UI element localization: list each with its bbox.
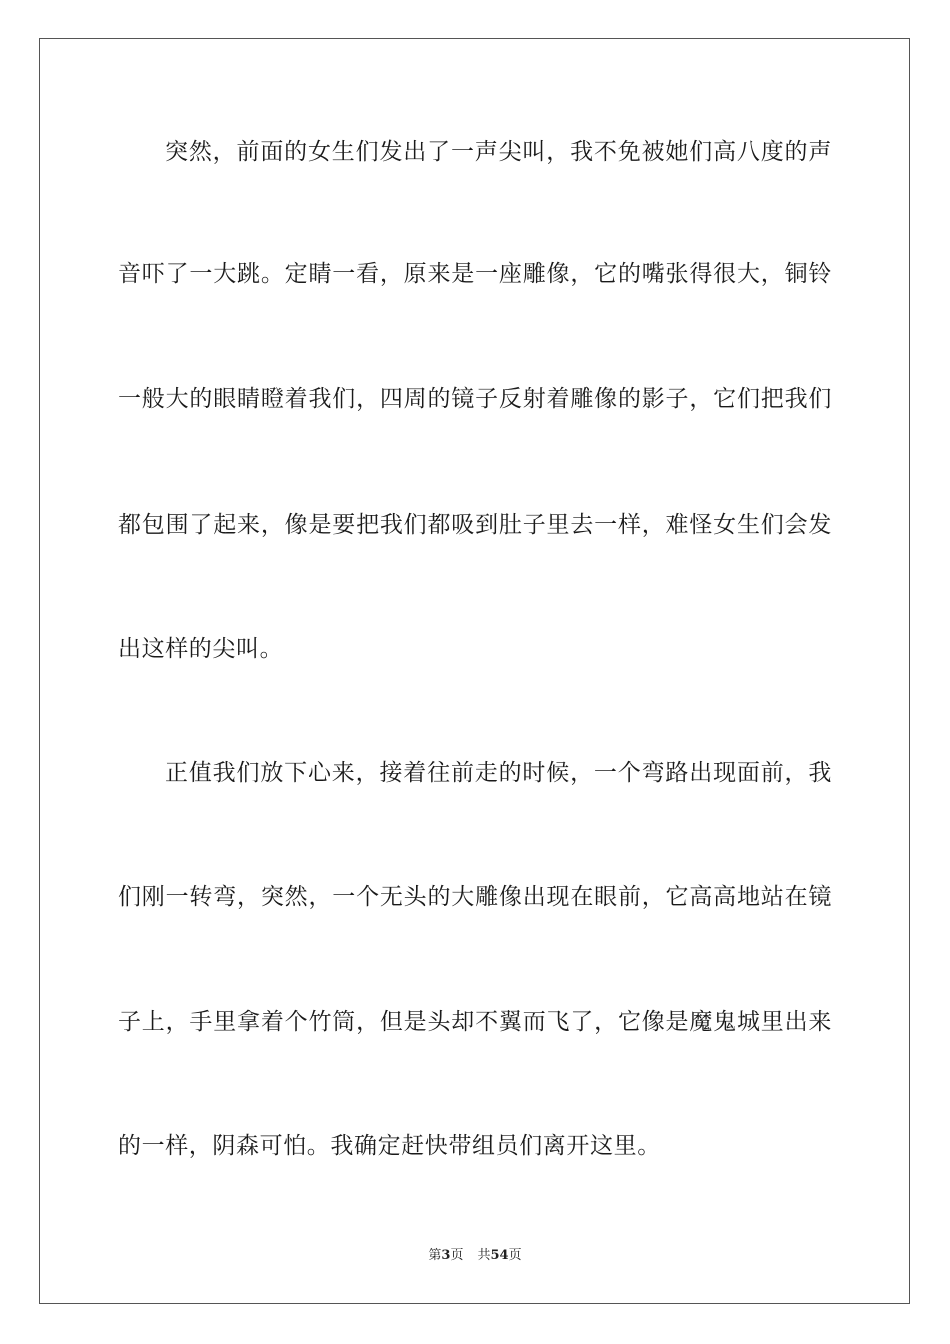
text-line: 子上，手里拿着个竹筒，但是头却不翼而飞了，它像是魔鬼城里出来: [118, 1009, 832, 1035]
page-footer: [0, 1247, 950, 1265]
text-line: 的一样，阴森可怕。我确定赶快带组员们离开这里。: [118, 1133, 661, 1159]
text-line: 音吓了一大跳。定睛一看，原来是一座雕像，它的嘴张得很大，铜铃: [118, 261, 832, 287]
page-border: [39, 38, 910, 1304]
text-line: 出这样的尖叫。: [118, 636, 284, 662]
text-line: 正值我们放下心来，接着往前走的时候，一个弯路出现面前，我: [165, 760, 832, 786]
text-line: 突然，前面的女生们发出了一声尖叫，我不免被她们高八度的声: [165, 139, 832, 165]
text-line: 一般大的眼睛瞪着我们，四周的镜子反射着雕像的影子，它们把我们: [118, 386, 832, 412]
text-line: 们刚一转弯，突然，一个无头的大雕像出现在眼前，它高高地站在镜: [118, 884, 832, 910]
total-pages-indicator: 共54页: [477, 1248, 522, 1263]
text-line: 都包围了起来，像是要把我们都吸到肚子里去一样，难怪女生们会发: [118, 512, 832, 538]
page-indicator: 第3页: [428, 1248, 464, 1263]
